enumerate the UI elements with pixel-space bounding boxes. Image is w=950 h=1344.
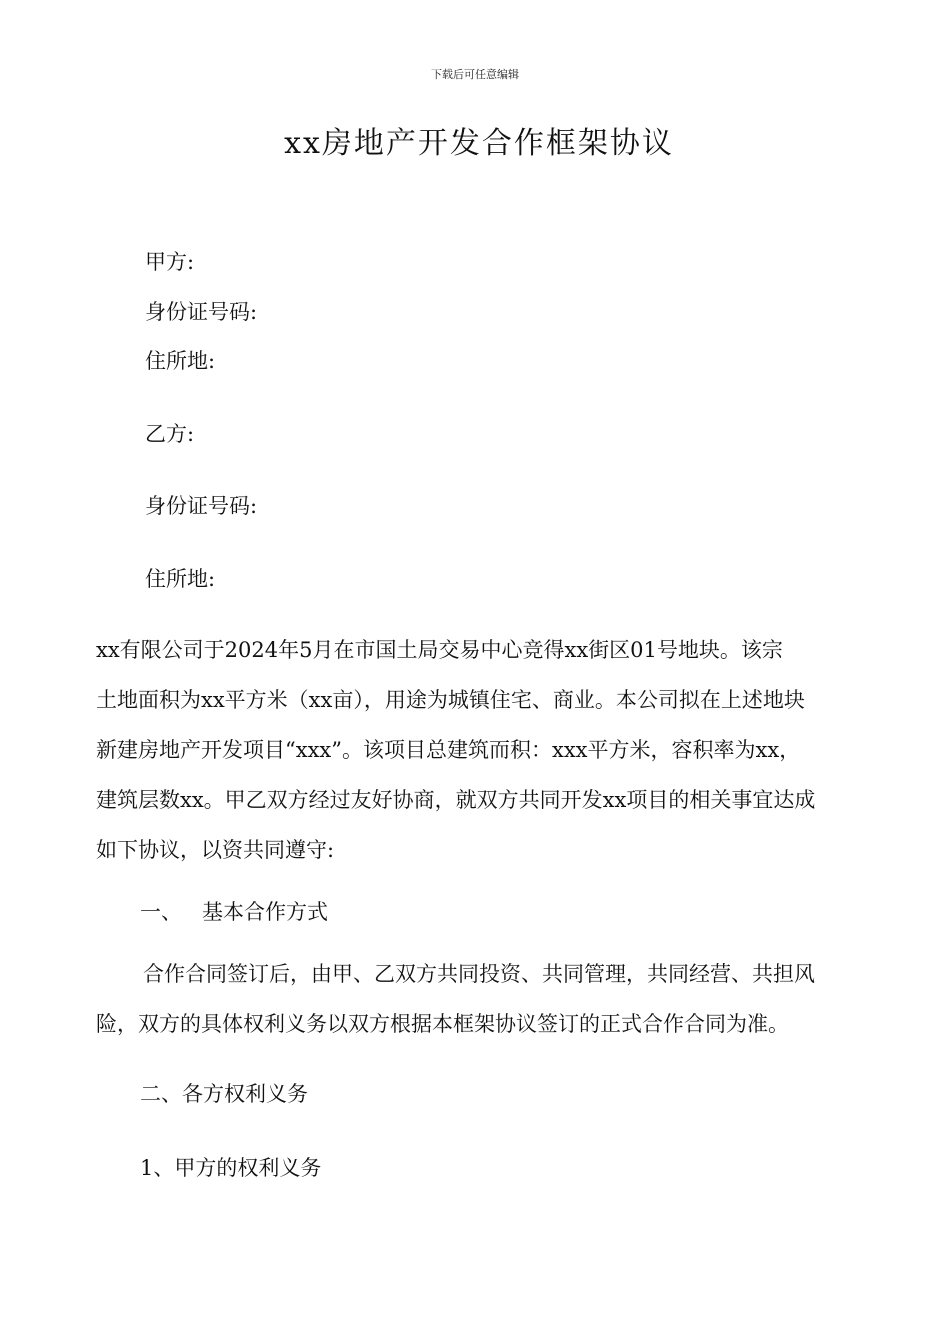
section-2-heading: 二、各方权利义务 — [140, 1082, 308, 1106]
document-title: xx房地产开发合作框架协议 — [284, 126, 674, 161]
section-1-line-2: 险，双方的具体权利义务以双方根据本框架协议签订的正式合作合同为准。 — [96, 1012, 789, 1036]
intro-line-3: 新建房地产开发项目“xxx”。该项目总建筑而积：xxx平方米，容积率为xx， — [96, 738, 801, 762]
intro-line-2: 土地面积为xx平方米（xx亩），用途为城镇住宅、商业。本公司拟在上述地块 — [96, 688, 805, 712]
intro-line-4: 建筑层数xx。甲乙双方经过友好协商，就双方共同开发xx项目的相关事宜达成 — [96, 788, 816, 812]
subsection-1-heading: 1、甲方的权利义务 — [140, 1156, 322, 1180]
party-b-label: 乙方: — [145, 422, 195, 446]
party-a-address-label: 住所地: — [145, 349, 216, 373]
party-a-id-label: 身份证号码: — [145, 300, 258, 324]
section-1-line-1: 合作合同签订后，由甲、乙双方共同投资、共同管理，共同经营、共担风 — [143, 962, 815, 986]
party-b-id-label: 身份证号码: — [145, 494, 258, 518]
intro-line-5: 如下协议，以资共同遵守: — [96, 838, 335, 862]
intro-line-1: xx有限公司于2024年5月在市国土局交易中心竞得xx街区01号地块。该宗 — [96, 638, 783, 662]
header-note: 下载后可任意编辑 — [431, 68, 519, 81]
party-a-label: 甲方: — [145, 250, 195, 274]
party-b-address-label: 住所地: — [145, 567, 216, 591]
section-1-heading: 一、 基本合作方式 — [140, 900, 329, 924]
